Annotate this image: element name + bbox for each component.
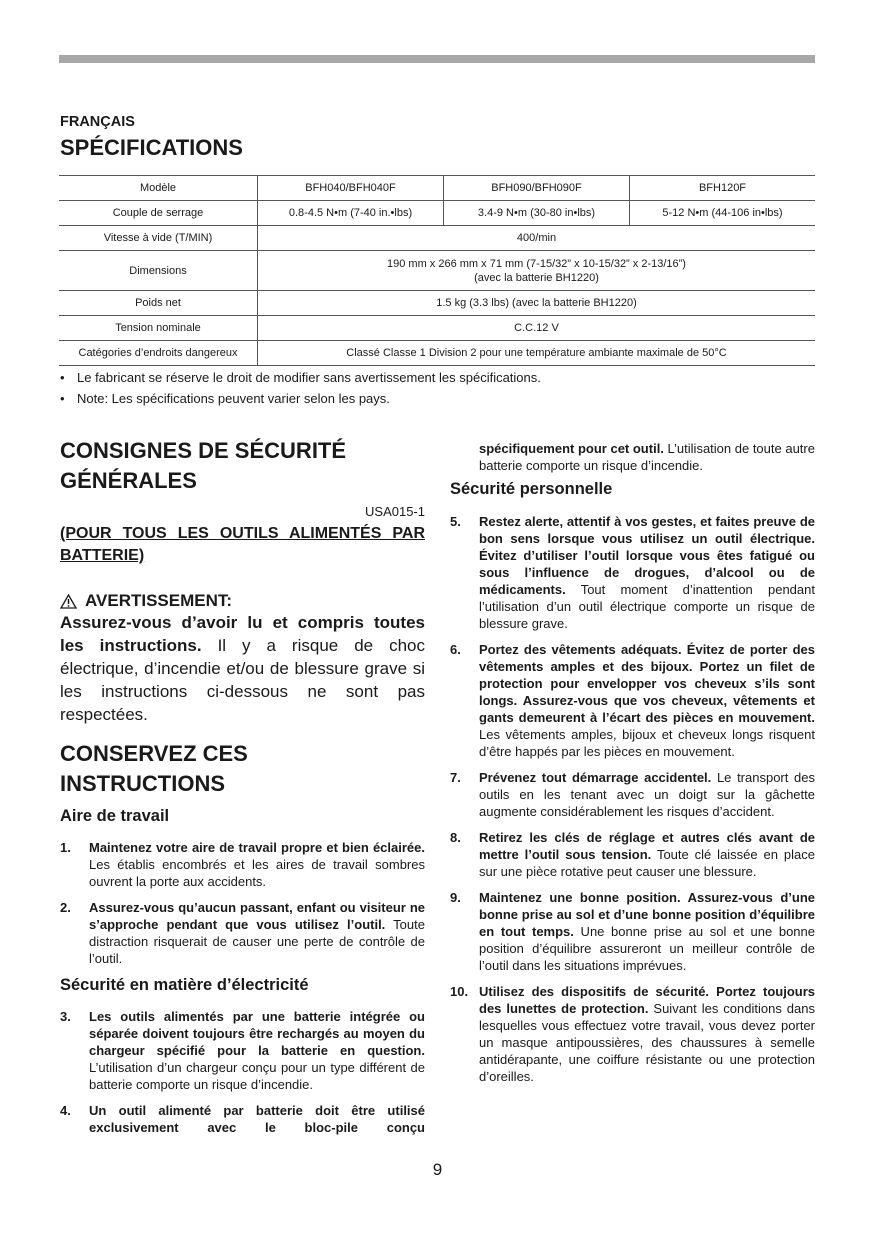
table-cell: BFH040/BFH040F — [258, 176, 444, 201]
item-bold: Maintenez une bonne position. Assurez-vous d’une bonne prise au sol et d’une bonne position d’équilibre en tout temps. — [479, 890, 815, 939]
work-area-list — [60, 839, 425, 967]
spec-note-2 — [60, 391, 390, 406]
item-number: 10. — [450, 984, 469, 999]
note-text: Le fabricant se réserve le droit de modifier sans avertissement les spécifications. — [77, 370, 541, 385]
item-number: 5. — [450, 514, 461, 529]
item-text: Suivant les conditions dans lesquelles vous effectuez votre travail, vous devez porter un masque antipoussières, des chaussures à semelle antidérapante, une coiffure résistante ou une protection d’oreilles. — [479, 1001, 815, 1084]
warning-label: AVERTISSEMENT: — [85, 591, 233, 610]
list-item — [60, 1008, 425, 1093]
doc-code: USA015-1 — [365, 504, 425, 519]
right-column — [450, 440, 815, 1094]
item-number: 2. — [60, 900, 71, 915]
bullet: • — [60, 391, 65, 406]
item-text: Tout moment d’inattention pendant l’utilisation d’un outil électrique comporte un risque de blessure grave. — [479, 582, 815, 631]
table-row — [59, 291, 815, 316]
section-title — [60, 436, 425, 496]
table-cell: Modèle — [59, 176, 258, 201]
item-bold: Un outil alimenté par batterie doit être utilisé exclusivement avec le bloc-pile conçu — [89, 1103, 425, 1135]
section-title-line: INSTRUCTIONS — [60, 771, 225, 796]
item-bold: spécifiquement pour cet outil. — [479, 441, 664, 456]
item-text: Toute clé laissée en place sur une pièce rotative peut causer une blessure. — [479, 847, 815, 879]
warning-heading — [60, 591, 425, 611]
item-bold: Retirez les clés de réglage et autres clés avant de mettre l’outil sous tension. — [479, 830, 815, 862]
spec-table — [59, 175, 815, 366]
item-number: 6. — [450, 642, 461, 657]
section-title-line: CONSERVEZ CES — [60, 741, 248, 766]
dimensions-line-1: 190 mm x 266 mm x 71 mm (7-15/32” x 10-15/32” x 2-13/16”) — [387, 257, 686, 270]
table-cell: BFH120F — [630, 176, 816, 201]
item-number: 8. — [450, 830, 461, 845]
item-text: L’utilisation d’un chargeur conçu pour un type différent de batterie comporte un risque d’incendie. — [89, 1060, 425, 1092]
list-item — [450, 983, 815, 1085]
warning-bold: Assurez-vous d’avoir lu et compris toutes les instructions. — [60, 613, 425, 655]
personal-safety-heading: Sécurité personnelle — [450, 480, 613, 498]
item-bold: Utilisez des dispositifs de sécurité. Portez toujours des lunettes de protection. — [479, 984, 815, 1016]
table-cell — [258, 251, 816, 291]
continued-item — [450, 440, 815, 474]
item-text: Les vêtements amples, bijoux et cheveux longs risquent d’être happés par les pièces en mouvement. — [479, 727, 815, 759]
table-cell: Couple de serrage — [59, 201, 258, 226]
item-bold: Les outils alimentés par une batterie intégrée ou séparée doivent toujours être rechargés au moyen du chargeur spécifié pour la batterie en question. — [89, 1009, 425, 1058]
item-number: 1. — [60, 840, 71, 855]
dimensions-line-2: (avec la batterie BH1220) — [474, 271, 599, 284]
item-text: Le transport des outils en les tenant avec un doigt sur la gâchette augmente considérablement les risques d’accident. — [479, 770, 815, 819]
table-cell: Dimensions — [59, 251, 258, 291]
table-cell: 3.4-9 N•m (30-80 in•lbs) — [444, 201, 630, 226]
keep-instructions-title — [60, 739, 425, 799]
table-cell: Classé Classe 1 Division 2 pour une température ambiante maximale de 50°C — [258, 341, 816, 366]
work-area-heading: Aire de travail — [60, 807, 170, 825]
table-row — [59, 341, 815, 366]
table-cell: 1.5 kg (3.3 lbs) (avec la batterie BH1220) — [258, 291, 816, 316]
item-text: Les établis encombrés et les aires de travail sombres ouvrent la porte aux accidents. — [89, 857, 425, 889]
item-bold: Portez des vêtements adéquats. Évitez de porter des vêtements amples et des bijoux. Portez un filet de protection pour envelopper vos cheveux s’ils sont longs. Assurez-vous que vos cheveux, vêtements et gants demeurent à l’écart des pièces en mouvement. — [479, 642, 815, 725]
table-cell: BFH090/BFH090F — [444, 176, 630, 201]
table-row — [59, 226, 815, 251]
item-text: Toute distraction risquerait de causer une perte de contrôle de l’outil. — [89, 917, 425, 966]
list-item — [60, 839, 425, 890]
list-item — [60, 899, 425, 967]
table-cell: C.C.12 V — [258, 316, 816, 341]
item-number: 9. — [450, 890, 461, 905]
table-row — [59, 251, 815, 291]
table-cell: 0.8-4.5 N•m (7-40 in.•lbs) — [258, 201, 444, 226]
electrical-heading: Sécurité en matière d’électricité — [60, 976, 309, 994]
table-row — [59, 316, 815, 341]
personal-safety-list — [450, 513, 815, 1085]
warning-rest: Il y a risque de choc électrique, d’incendie et/ou de blessure grave si les instructions ci-dessous ne sont pas respectées. — [60, 636, 425, 724]
item-number: 4. — [60, 1103, 71, 1118]
list-item — [450, 513, 815, 632]
item-bold: Maintenez votre aire de travail propre et bien éclairée. — [89, 840, 425, 855]
table-cell: Vitesse à vide (T/MIN) — [59, 226, 258, 251]
language-label: FRANÇAIS — [60, 114, 135, 130]
note-text: Note: Les spécifications peuvent varier selon les pays. — [77, 391, 390, 406]
table-cell: 400/min — [258, 226, 816, 251]
item-bold: Assurez-vous qu’aucun passant, enfant ou visiteur ne s’approche pendant que vous utilisez l’outil. — [89, 900, 425, 932]
list-item — [450, 769, 815, 820]
list-item — [450, 889, 815, 974]
list-item — [450, 641, 815, 760]
top-rule — [59, 55, 815, 63]
item-text: Une bonne prise au sol et une bonne position d’équilibre assureront un meilleur contrôle de l’outil dans les situations imprévues. — [479, 924, 815, 973]
table-cell: Poids net — [59, 291, 258, 316]
section-title-line: GÉNÉRALES — [60, 468, 197, 493]
spec-note-1 — [60, 370, 541, 385]
page-number: 9 — [432, 1160, 443, 1179]
table-row — [59, 201, 815, 226]
warning-icon — [60, 594, 77, 609]
bullet: • — [60, 370, 65, 385]
item-bold: Prévenez tout démarrage accidentel. — [479, 770, 712, 785]
item-bold: Restez alerte, attentif à vos gestes, et faites preuve de bon sens lorsque vous utilisez un outil électrique. Évitez d’utiliser l’outil lorsque vous êtes fatigué ou sous l’influence de drogues, d’alcool ou de médicaments. — [479, 514, 815, 597]
table-cell: Tension nominale — [59, 316, 258, 341]
table-cell: Catégories d’endroits dangereux — [59, 341, 258, 366]
item-number: 3. — [60, 1009, 71, 1024]
table-cell: 5-12 N•m (44-106 in•lbs) — [630, 201, 816, 226]
page-title: SPÉCIFICATIONS — [60, 135, 243, 160]
list-item — [60, 1102, 425, 1136]
list-item — [450, 829, 815, 880]
electrical-list — [60, 1008, 425, 1136]
table-row — [59, 176, 815, 201]
all-tools-heading: (POUR TOUS LES OUTILS ALIMENTÉS PAR BATTERIE) — [60, 525, 425, 564]
left-column — [60, 436, 425, 1145]
item-number: 7. — [450, 770, 461, 785]
section-title-line: CONSIGNES DE SÉCURITÉ — [60, 438, 347, 463]
item-text: L’utilisation de toute autre batterie comporte un risque d’incendie. — [479, 441, 815, 473]
warning-text — [60, 611, 425, 726]
